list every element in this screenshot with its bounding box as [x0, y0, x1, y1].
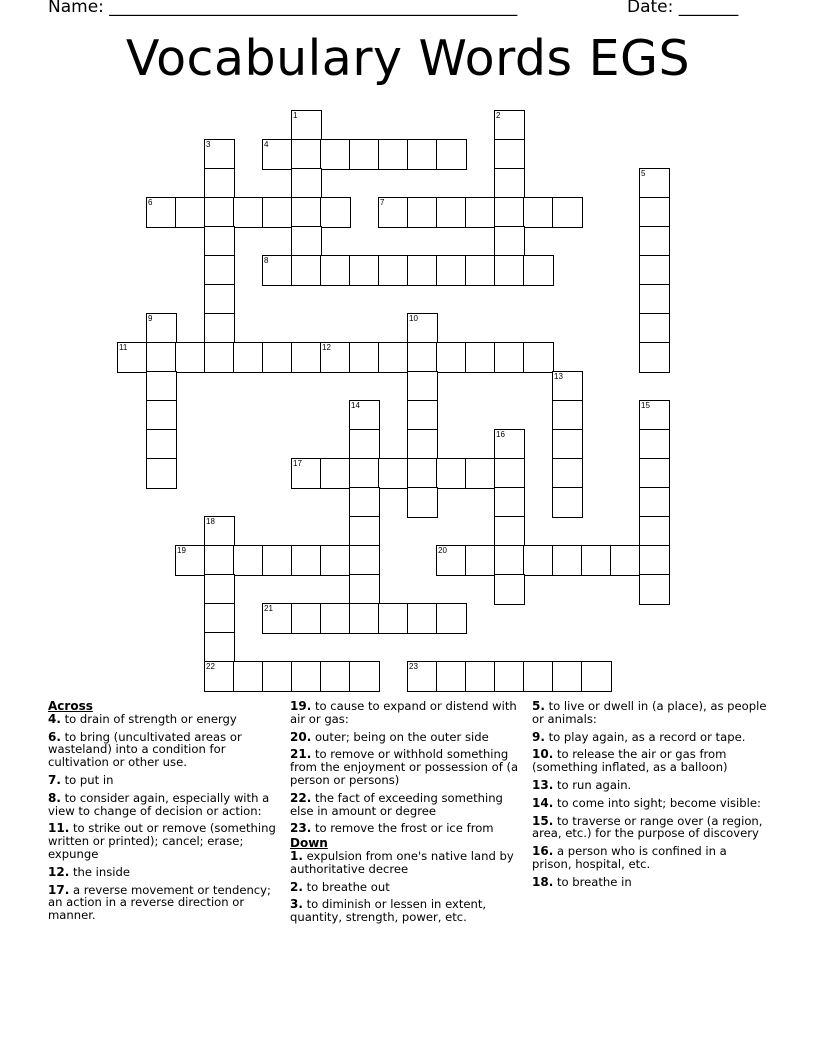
- grid-cell[interactable]: [552, 429, 583, 460]
- grid-cell[interactable]: [349, 545, 380, 576]
- grid-cell[interactable]: [291, 545, 322, 576]
- grid-cell[interactable]: [262, 197, 293, 228]
- grid-cell[interactable]: [465, 545, 496, 576]
- grid-cell[interactable]: [436, 197, 467, 228]
- grid-cell[interactable]: [146, 400, 177, 431]
- grid-cell[interactable]: [494, 226, 525, 257]
- grid-cell[interactable]: [494, 110, 525, 141]
- grid-cell[interactable]: [349, 487, 380, 518]
- grid-cell[interactable]: [146, 371, 177, 402]
- clue-down-18: 18. to breathe in: [532, 874, 632, 889]
- grid-cell[interactable]: [639, 313, 670, 344]
- name-line[interactable]: ________________________________________________: [109, 0, 518, 17]
- grid-cell[interactable]: [204, 255, 235, 286]
- grid-cell[interactable]: [320, 603, 351, 634]
- across-heading: Across: [48, 699, 93, 713]
- clue-number: 10: [409, 314, 418, 323]
- grid-cell[interactable]: [494, 487, 525, 518]
- grid-cell[interactable]: [291, 603, 322, 634]
- grid-cell[interactable]: [262, 661, 293, 692]
- grid-cell[interactable]: [407, 371, 438, 402]
- grid-cell[interactable]: [436, 255, 467, 286]
- grid-cell[interactable]: [407, 342, 438, 373]
- grid-cell[interactable]: [262, 255, 293, 286]
- grid-cell[interactable]: [349, 400, 380, 431]
- grid-cell[interactable]: [407, 313, 438, 344]
- grid-cell[interactable]: [262, 139, 293, 170]
- grid-cell[interactable]: [639, 342, 670, 373]
- down-heading: Down: [290, 836, 328, 851]
- grid-cell[interactable]: [349, 139, 380, 170]
- grid-cell[interactable]: [349, 429, 380, 460]
- grid-cell[interactable]: [523, 342, 554, 373]
- grid-cell[interactable]: [320, 342, 351, 373]
- clues-column-2: [290, 700, 522, 929]
- grid-cell[interactable]: [204, 342, 235, 373]
- clue-across-11: 11. to strike out or remove (something written or printed); cancel; erase; expunge: [48, 821, 276, 861]
- grid-cell[interactable]: [349, 661, 380, 692]
- grid-cell[interactable]: [494, 255, 525, 286]
- grid-cell[interactable]: [407, 661, 438, 692]
- clue-down-14: 14. to come into sight; become visible:: [532, 795, 761, 810]
- grid-cell[interactable]: [639, 516, 670, 547]
- grid-cell[interactable]: [262, 603, 293, 634]
- grid-cell[interactable]: [639, 429, 670, 460]
- grid-cell[interactable]: [639, 197, 670, 228]
- clue-across-21: 21. to remove or withhold something from the enjoyment or possession of (a person or persons): [290, 747, 519, 787]
- grid-cell[interactable]: [349, 574, 380, 605]
- grid-cell[interactable]: [291, 661, 322, 692]
- clue-across-6: 6. to bring (uncultivated areas or wasteland) into a condition for cultivation or other use.: [48, 729, 242, 770]
- grid-cell[interactable]: [494, 516, 525, 547]
- grid-cell[interactable]: [262, 545, 293, 576]
- clue-number: 13: [554, 372, 563, 381]
- clue-across-12: 12. the inside: [48, 864, 130, 879]
- grid-cell[interactable]: [175, 342, 206, 373]
- clue-across-19: 19. to cause to expand or distend with air or gas:: [290, 699, 517, 726]
- clues-column-3: [532, 700, 768, 894]
- grid-cell[interactable]: [465, 197, 496, 228]
- clues-column-1: [48, 700, 283, 927]
- grid-cell[interactable]: [407, 400, 438, 431]
- grid-cell[interactable]: [523, 661, 554, 692]
- grid-cell[interactable]: [349, 603, 380, 634]
- grid-cell[interactable]: [407, 197, 438, 228]
- grid-cell[interactable]: [117, 342, 148, 373]
- grid-cell[interactable]: [407, 603, 438, 634]
- clue-number: 6: [148, 198, 153, 207]
- clue-down-5: 5. to live or dwell in (a place), as people or animals:: [532, 699, 767, 726]
- grid-cell[interactable]: [407, 429, 438, 460]
- clue-down-10: 10. to release the air or gas from (something inflated, as a balloon): [532, 747, 728, 775]
- clue-number: 22: [206, 662, 215, 671]
- grid-cell[interactable]: [378, 342, 409, 373]
- grid-cell[interactable]: [552, 458, 583, 489]
- grid-cell[interactable]: [523, 197, 554, 228]
- grid-cell[interactable]: [146, 429, 177, 460]
- grid-cell[interactable]: [639, 284, 670, 315]
- grid-cell[interactable]: [552, 661, 583, 692]
- grid-cell[interactable]: [320, 458, 351, 489]
- grid-cell[interactable]: [407, 255, 438, 286]
- grid-cell[interactable]: [378, 603, 409, 634]
- grid-cell[interactable]: [204, 313, 235, 344]
- grid-cell[interactable]: [146, 197, 177, 228]
- date-field: [627, 0, 738, 17]
- grid-cell[interactable]: [436, 603, 467, 634]
- clue-across-22: 22. the fact of exceeding something else in amount or degree: [290, 790, 503, 818]
- clue-down-15: 15. to traverse or range over (a region, area, etc.) for the purpose of discovery: [532, 813, 763, 841]
- grid-cell[interactable]: [436, 458, 467, 489]
- grid-cell[interactable]: [639, 487, 670, 518]
- grid-cell[interactable]: [233, 197, 264, 228]
- clue-down-1: 1. expulsion from one's native land by authoritative decree: [290, 848, 514, 876]
- grid-cell[interactable]: [320, 545, 351, 576]
- grid-cell[interactable]: [407, 458, 438, 489]
- clue-down-3: 3. to diminish or lessen in extent, quantity, strength, power, etc.: [290, 897, 487, 925]
- grid-cell[interactable]: [320, 197, 351, 228]
- grid-cell[interactable]: [291, 110, 322, 141]
- grid-cell[interactable]: [436, 342, 467, 373]
- clue-number: 7: [380, 198, 385, 207]
- name-field: [48, 0, 517, 17]
- clue-number: 2: [496, 111, 501, 120]
- grid-cell[interactable]: [175, 545, 206, 576]
- grid-cell[interactable]: [204, 168, 235, 199]
- grid-cell[interactable]: [639, 458, 670, 489]
- grid-cell[interactable]: [436, 661, 467, 692]
- grid-cell[interactable]: [378, 255, 409, 286]
- grid-cell[interactable]: [204, 197, 235, 228]
- grid-cell[interactable]: [204, 603, 235, 634]
- grid-cell[interactable]: [320, 139, 351, 170]
- grid-cell[interactable]: [494, 429, 525, 460]
- grid-cell[interactable]: [552, 371, 583, 402]
- grid-cell[interactable]: [204, 574, 235, 605]
- grid-cell[interactable]: [175, 197, 206, 228]
- grid-cell[interactable]: [291, 197, 322, 228]
- grid-cell[interactable]: [233, 342, 264, 373]
- clue-number: 17: [293, 459, 302, 468]
- grid-cell[interactable]: [204, 545, 235, 576]
- clue-number: 23: [409, 662, 418, 671]
- grid-cell[interactable]: [494, 342, 525, 373]
- clue-number: 15: [641, 401, 650, 410]
- clue-down-9: 9. to play again, as a record or tape.: [532, 729, 746, 744]
- clue-number: 8: [264, 256, 269, 265]
- clue-number: 18: [206, 517, 215, 526]
- grid-cell[interactable]: [349, 342, 380, 373]
- grid-cell[interactable]: [552, 545, 583, 576]
- clue-number: 19: [177, 546, 186, 555]
- grid-cell[interactable]: [494, 458, 525, 489]
- grid-cell[interactable]: [494, 139, 525, 170]
- grid-cell[interactable]: [465, 458, 496, 489]
- grid-cell[interactable]: [378, 458, 409, 489]
- grid-cell[interactable]: [146, 342, 177, 373]
- clue-down-16: 16. a person who is confined in a prison, hospital, etc.: [532, 844, 727, 871]
- grid-cell[interactable]: [146, 313, 177, 344]
- clue-across-17: 17. a reverse movement or tendency; an action in a reverse direction or manner.: [48, 882, 271, 923]
- grid-cell[interactable]: [552, 400, 583, 431]
- grid-cell[interactable]: [494, 168, 525, 199]
- grid-cell[interactable]: [465, 255, 496, 286]
- grid-cell[interactable]: [407, 139, 438, 170]
- grid-cell[interactable]: [291, 342, 322, 373]
- grid-cell[interactable]: [291, 139, 322, 170]
- grid-cell[interactable]: [204, 284, 235, 315]
- clue-number: 3: [206, 140, 211, 149]
- clue-across-8: 8. to consider again, especially with a view to change of decision or action:: [48, 790, 270, 818]
- date-line[interactable]: _______: [678, 0, 739, 17]
- grid-cell[interactable]: [494, 545, 525, 576]
- grid-cell[interactable]: [233, 545, 264, 576]
- grid-cell[interactable]: [378, 139, 409, 170]
- grid-cell[interactable]: [639, 226, 670, 257]
- grid-cell[interactable]: [436, 545, 467, 576]
- grid-cell[interactable]: [262, 342, 293, 373]
- grid-cell[interactable]: [639, 574, 670, 605]
- name-label: Name:: [48, 0, 110, 17]
- clue-number: 12: [322, 343, 331, 352]
- grid-cell[interactable]: [639, 168, 670, 199]
- grid-cell[interactable]: [320, 661, 351, 692]
- grid-cell[interactable]: [291, 226, 322, 257]
- clue-number: 21: [264, 604, 273, 613]
- grid-cell[interactable]: [494, 661, 525, 692]
- grid-cell[interactable]: [204, 226, 235, 257]
- grid-cell[interactable]: [465, 342, 496, 373]
- grid-cell[interactable]: [378, 197, 409, 228]
- grid-cell[interactable]: [291, 255, 322, 286]
- clue-number: 16: [496, 430, 505, 439]
- clue-down-13: 13. to run again.: [532, 777, 632, 792]
- grid-cell[interactable]: [233, 661, 264, 692]
- grid-cell[interactable]: [639, 400, 670, 431]
- grid-cell[interactable]: [204, 661, 235, 692]
- grid-cell[interactable]: [494, 197, 525, 228]
- grid-cell[interactable]: [349, 516, 380, 547]
- clue-number: 9: [148, 314, 153, 323]
- grid-cell[interactable]: [523, 545, 554, 576]
- grid-cell[interactable]: [349, 255, 380, 286]
- grid-cell[interactable]: [581, 661, 612, 692]
- grid-cell[interactable]: [407, 487, 438, 518]
- grid-cell[interactable]: [523, 255, 554, 286]
- grid-cell[interactable]: [581, 545, 612, 576]
- clue-number: 5: [641, 169, 646, 178]
- grid-cell[interactable]: [204, 516, 235, 547]
- clue-number: 4: [264, 140, 269, 149]
- clue-down-2: 2. to breathe out: [290, 879, 390, 894]
- grid-cell[interactable]: [436, 139, 467, 170]
- grid-cell[interactable]: [552, 197, 583, 228]
- clue-number: 1: [293, 111, 298, 120]
- page-title: Vocabulary Words EGS: [125, 30, 691, 87]
- grid-cell[interactable]: [204, 139, 235, 170]
- grid-cell[interactable]: [349, 458, 380, 489]
- grid-cell[interactable]: [204, 632, 235, 663]
- clue-across-7: 7. to put in: [48, 772, 114, 787]
- grid-cell[interactable]: [639, 255, 670, 286]
- clue-across-23: 23. to remove the frost or ice from: [290, 821, 494, 836]
- grid-cell[interactable]: [320, 255, 351, 286]
- grid-cell[interactable]: [494, 574, 525, 605]
- clue-across-4: 4. to drain of strength or energy: [48, 711, 237, 726]
- grid-cell[interactable]: [610, 545, 641, 576]
- grid-cell[interactable]: [291, 168, 322, 199]
- clue-number: 14: [351, 401, 360, 410]
- clue-number: 11: [119, 343, 128, 352]
- grid-cell[interactable]: [146, 458, 177, 489]
- grid-cell[interactable]: [552, 487, 583, 518]
- grid-cell[interactable]: [291, 458, 322, 489]
- grid-cell[interactable]: [465, 661, 496, 692]
- clue-across-20: 20. outer; being on the outer side: [290, 729, 489, 744]
- clue-number: 20: [438, 546, 447, 555]
- grid-cell[interactable]: [639, 545, 670, 576]
- date-label: Date:: [627, 0, 679, 17]
